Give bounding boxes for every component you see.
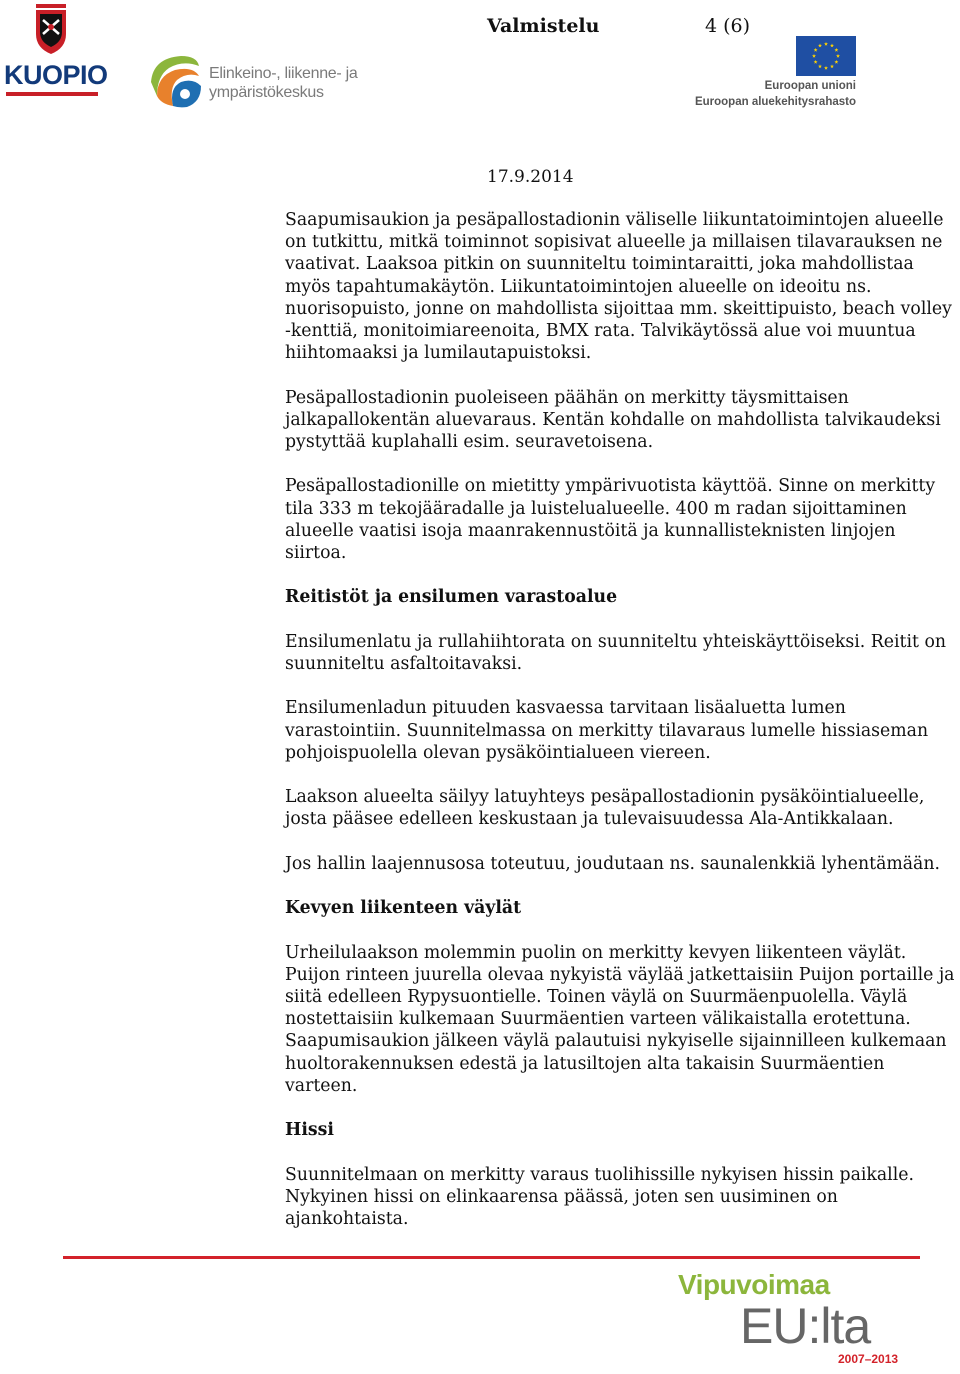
heading-reitistot: Reitistöt ja ensilumen varastoalue	[285, 587, 618, 608]
paragraph-saunalenkki: Jos hallin laajennusosa toteutuu, joudutaan ns. saunalenkkiä lyhentämään.	[285, 853, 940, 874]
vipuvoimaa-logo-years: 2007–2013	[838, 1352, 899, 1366]
eu-logo-line1: Euroopan unioni	[764, 80, 856, 92]
kuopio-logo	[4, 4, 108, 96]
vipuvoimaa-logo-title: Vipuvoimaa	[678, 1269, 830, 1300]
ely-logo-line2: ympäristökeskus	[209, 84, 324, 101]
heading-hissi: Hissi	[285, 1120, 334, 1141]
kuopio-crest-icon	[34, 4, 68, 56]
heading-kevyt-liikenne: Kevyen liikenteen väylät	[285, 898, 522, 919]
footer-divider	[63, 1256, 920, 1259]
kuopio-logo-underline	[6, 92, 98, 96]
ely-logo-line1: Elinkeino-, liikenne- ja	[209, 65, 358, 82]
paragraph-tuolihissi: Suunnitelmaan on merkitty varaus tuolihissille nykyisen hissin paikalle. Nykyinen hissi on elinkaarensa päässä, joten sen uusiminen on ajankohtaista.	[285, 1164, 914, 1229]
page-number: 4 (6)	[705, 15, 751, 37]
paragraph-liikuntatoiminnot: Saapumisaukion ja pesäpallostadionin väliselle liikuntatoimintojen alueelle on tutkittu, mitkä toiminnot sopisivat alueelle ja millaisen tilavarauksen ne vaativat. Laaksoa pitkin on suunniteltu toimintaraitti, joka mahdollistaa myös tapahtumakäytön. Liikuntatoimintojen alueelle on ideoitu ns. nuorisopuisto, jonne on mahdollista sijoittaa mm. skeittipuisto, beach volley -kenttiä, monitoimiareenoita, BMX rata. Talvikäytössä alue voi muuntua hiihtomaaksi ja lumilautapuistoksi.	[285, 210, 952, 364]
ely-mark-icon	[147, 52, 203, 108]
paragraph-latuyhteys: Laakson alueelta säilyy latuyhteys pesäpallostadionin pysäköintialueelle, josta pääsee edelleen keskustaan ja tulevaisuudessa Ala-Antikkalaan.	[285, 787, 925, 830]
ely-logo-text	[209, 64, 357, 102]
document-date: 17.9.2014	[487, 167, 574, 187]
eu-logo-line2: Euroopan aluekehitysrahasto	[694, 96, 856, 108]
eu-flag-icon	[796, 36, 856, 76]
eu-logo	[694, 36, 858, 112]
ely-logo	[147, 52, 367, 110]
paragraph-kevyen-liikenteen-vaylat: Urheilulaakson molemmin puolin on merkitty kevyen liikenteen väylät. Puijon rinteen juurella olevaa nykyistä väylää jatkettaisiin Puijon portaille ja siitä edelleen Rypysuontielle. Toinen väylä on Suurmäenpuolella. Väylä nostettaisiin kulkemaan Suurmäentien varteen välikaistalla erotettuna. Saapumisaukion jälkeen väylä palautuisi nykyiselle sijainnilleen kulkemaan huoltorakennuksen edestä ja latusiltojen alta takaisin Suurmäentien varteen.	[285, 942, 955, 1096]
paragraph-jalkapallokentta: Pesäpallostadionin puoleiseen päähän on merkitty täysmittaisen jalkapallokentän aluevaraus. Kentän kohdalle on mahdollista talvikaudeksi pystyttää kuplahalli esim. seuravetoisena.	[285, 387, 941, 453]
vipuvoimaa-logo-eu: EU:lta	[740, 1298, 871, 1354]
paragraph-lumen-varastointi: Ensilumenladun pituuden kasvaessa tarvitaan lisäaluetta lumen varastointiin. Suunnitelmassa on merkitty tilavaraus lumelle hissiaseman pohjoispuolella olevan pysäköintialueen viereen.	[285, 698, 929, 763]
paragraph-ensilumenlatu: Ensilumenlatu ja rullahiihtorata on suunniteltu yhteiskäyttöiseksi. Reitit on suunniteltu asfaltoitavaksi.	[285, 631, 946, 674]
vipuvoimaa-logo	[676, 1268, 916, 1368]
document-title: Valmistelu	[487, 15, 600, 37]
kuopio-logo-text: KUOPIO	[4, 60, 108, 90]
paragraph-tekojaarata: Pesäpallostadionille on mietitty ympärivuotista käyttöä. Sinne on merkitty tila 333 m tekojääradalle ja luistelualueelle. 400 m radan sijoittaminen alueelle vaatisi isoja maanrakennustöitä ja kunnallisteknisten linjojen siirtoa.	[285, 476, 936, 564]
document-body	[285, 209, 960, 1230]
